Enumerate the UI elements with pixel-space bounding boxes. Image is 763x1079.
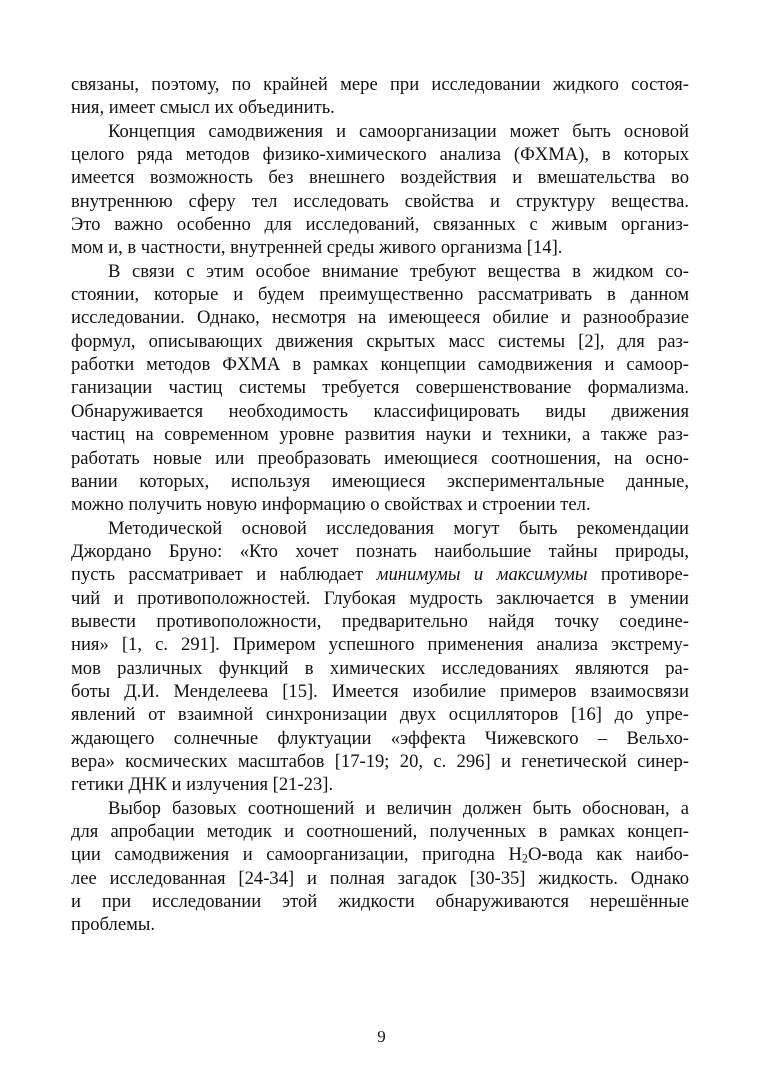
paragraph <box>71 797 689 937</box>
text-line: лее исследованная [24-34] и полная загадок [30-35] жидкость. Однако <box>71 867 689 889</box>
text-line: проблемы. <box>71 914 155 936</box>
text-line: формул, описывающих движения скрытых масс системы [2], для раз- <box>71 330 689 352</box>
text-line: исследовании. Однако, несмотря на имеющееся обилие и разнообразие <box>71 307 689 329</box>
text-line: вера» космических масштабов [17-19; 20, с. 296] и генетической синер- <box>71 750 689 772</box>
text-line: внутреннюю сферу тел исследовать свойства и структуру вещества. <box>71 190 689 212</box>
text-line: Методической основой исследования могут быть рекомендации <box>108 517 689 539</box>
subscript: 2 <box>521 851 528 866</box>
text-segment: пусть рассматривает и наблюдает <box>71 564 377 586</box>
text-segment: ции самодвижения и самоорганизации, пригодна H <box>71 844 522 866</box>
text-line: и при исследовании этой жидкости обнаруживаются нерешённые <box>71 891 689 913</box>
text-line: чий и противоположностей. Глубокая мудрость заключается в умении <box>71 587 689 609</box>
text-line: для апробации методик и соотношений, полученных в рамках концеп- <box>71 821 689 842</box>
paragraph <box>71 517 689 797</box>
text-line: имеется возможность без внешнего воздействия и вмешательства во <box>71 167 689 189</box>
text-line: стоянии, которые и будем преимущественно рассматривать в данном <box>71 284 689 306</box>
text-line: мов различных функций в химических исследованиях являются ра- <box>71 657 689 679</box>
italic-emphasis: минимумы и максимумы <box>376 564 588 586</box>
text-line: ния» [1, с. 291]. Примером успешного применения анализа экстрему- <box>71 634 689 656</box>
text-line <box>71 563 689 586</box>
paragraph <box>71 73 689 120</box>
page-number: 9 <box>377 1027 386 1046</box>
text-line: работать новые или преобразовать имеющиеся соотношения, на осно- <box>71 447 689 469</box>
text-line: явлений от взаимной синхронизации двух осцилляторов [16] до упре- <box>71 704 689 726</box>
text-line: можно получить новую информацию о свойствах и строении тел. <box>71 494 591 516</box>
text-line: В связи с этим особое внимание требуют вещества в жидком со- <box>108 260 689 282</box>
text-line: частиц на современном уровне развития науки и техники, а также раз- <box>71 424 689 446</box>
text-line <box>71 843 689 866</box>
text-line: ганизации частиц системы требуется совершенствование формализма. <box>71 377 689 399</box>
text-line: мом и, в частности, внутренней среды живого организма [14]. <box>71 237 563 259</box>
paragraph <box>71 120 689 260</box>
text-line: вывести противоположности, предварительно найдя точку соедине- <box>71 610 689 632</box>
text-line: Выбор базовых соотношений и величин должен быть обоснован, а <box>108 797 689 819</box>
text-line: связаны, поэтому, по крайней мере при исследовании жидкого состоя- <box>71 74 689 95</box>
text-line: боты Д.И. Менделеева [15]. Имеется изобилие примеров взаимосвязи <box>71 680 689 702</box>
text-line: гетики ДНК и излучения [21-23]. <box>71 774 334 796</box>
text-segment: O-вода как наибо- <box>527 844 689 866</box>
text-line: ждающего солнечные флуктуации «эффекта Чижевского – Вельхо- <box>71 727 689 749</box>
page-body <box>71 73 689 937</box>
paragraph <box>71 260 689 517</box>
text-line: целого ряда методов физико-химического анализа (ФХМА), в которых <box>71 144 689 166</box>
text-line: Джордано Бруно: «Кто хочет познать наибольшие тайны природы, <box>71 540 689 562</box>
text-segment: противоре- <box>587 564 689 586</box>
text-line: ния, имеет смысл их объединить. <box>71 97 335 119</box>
text-line: Концепция самодвижения и самоорганизации может быть основой <box>108 120 689 142</box>
text-line: Обнаруживается необходимость классифицировать виды движения <box>71 400 689 422</box>
text-line: Это важно особенно для исследований, связанных с живым организ- <box>71 214 689 236</box>
text-line: вании которых, используя имеющиеся экспериментальные данные, <box>71 470 689 492</box>
text-line: работки методов ФХМА в рамках концепции самодвижения и самоор- <box>71 354 689 376</box>
